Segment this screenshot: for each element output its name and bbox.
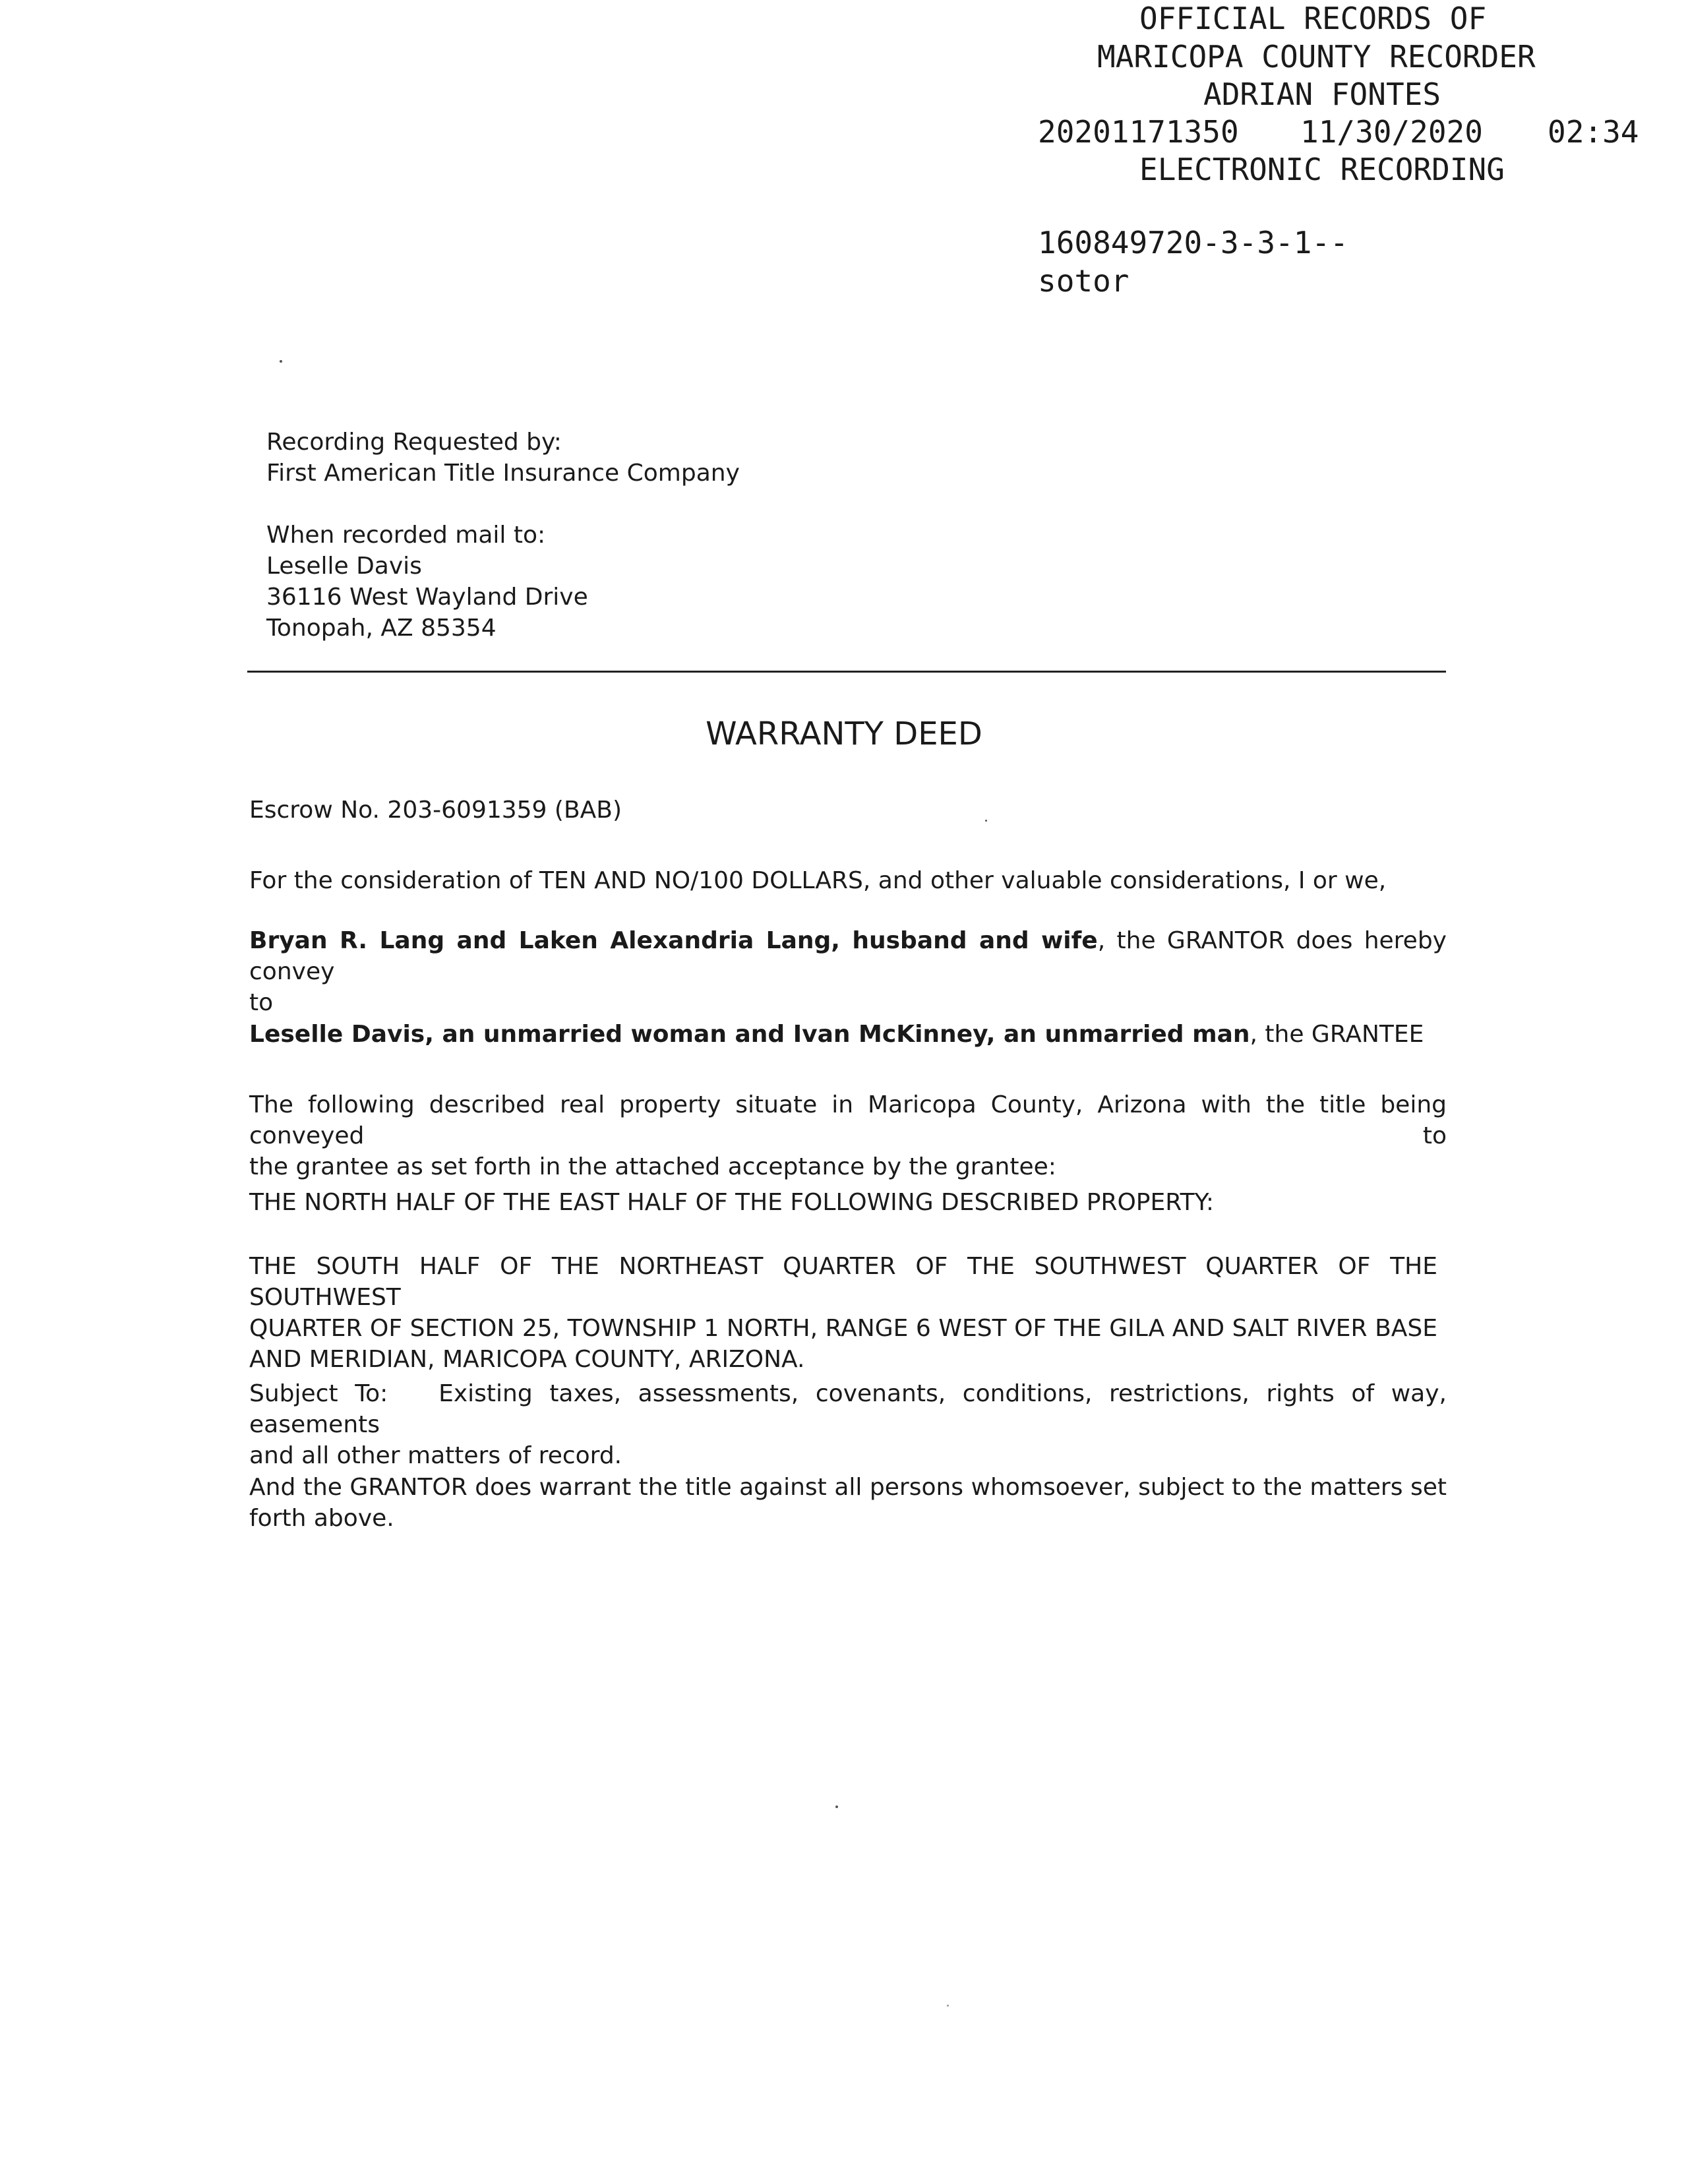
grantee-paragraph xyxy=(249,1019,1424,1050)
stamp-user-code: sotor xyxy=(1038,263,1130,299)
header-divider xyxy=(247,671,1446,673)
subject-to-line: Subject To: Existing taxes, assessments, covenants, conditions, restrictions, rights of way, easements xyxy=(249,1380,1455,1438)
stamp-recorder-name: ADRIAN FONTES xyxy=(1203,76,1441,112)
consideration-paragraph: For the consideration of TEN AND NO/100 DOLLARS, and other valuable considerations, I or we, xyxy=(249,867,1387,894)
property-intro-paragraph xyxy=(249,1089,1447,1182)
grantor-to: to xyxy=(249,989,274,1016)
mail-to-street: 36116 West Wayland Drive xyxy=(266,584,588,611)
property-intro-line: The following described real property situate in Maricopa County, Arizona with the title being conveyed to xyxy=(249,1091,1447,1149)
recording-requested-by: First American Title Insurance Company xyxy=(266,460,740,487)
legal-description-line: QUARTER OF SECTION 25, TOWNSHIP 1 NORTH, RANGE 6 WEST OF THE GILA AND SALT RIVER BASE xyxy=(249,1315,1437,1342)
mail-to-label: When recorded mail to: xyxy=(266,522,546,549)
grantor-paragraph xyxy=(249,925,1447,1018)
scan-speck xyxy=(280,360,282,363)
warranty-line: forth above. xyxy=(249,1505,394,1532)
legal-description-line: AND MERIDIAN, MARICOPA COUNTY, ARIZONA. xyxy=(249,1346,805,1373)
stamp-county: MARICOPA COUNTY RECORDER xyxy=(1097,39,1536,75)
grantee-text: , the GRANTEE xyxy=(1250,1021,1424,1048)
property-intro-line: the grantee as set forth in the attached acceptance by the grantee: xyxy=(249,1153,1056,1180)
stamp-title: OFFICIAL RECORDS OF xyxy=(1139,1,1487,36)
grantee-names: Leselle Davis, an unmarried woman and Ivan McKinney, an unmarried man xyxy=(249,1021,1250,1048)
mail-to-city: Tonopah, AZ 85354 xyxy=(266,615,497,642)
grantor-names: Bryan R. Lang and Laken Alexandria Lang, husband and wife xyxy=(249,927,1098,954)
stamp-recording-type: ELECTRONIC RECORDING xyxy=(1139,152,1505,187)
legal-description xyxy=(249,1251,1437,1375)
stamp-recording-date: 11/30/2020 xyxy=(1300,114,1483,150)
stamp-recording-time: 02:34 xyxy=(1548,114,1639,150)
grantor-conveyance-text: , the GRANTOR does hereby convey xyxy=(249,927,1447,985)
warranty-line: And the GRANTOR does warrant the title against all persons whomsoever, subject to the matters set xyxy=(249,1474,1447,1501)
legal-description-heading: THE NORTH HALF OF THE EAST HALF OF THE FOLLOWING DESCRIBED PROPERTY: xyxy=(249,1189,1214,1216)
legal-description-line: THE SOUTH HALF OF THE NORTHEAST QUARTER OF THE SOUTHWEST QUARTER OF THE SOUTHWEST xyxy=(249,1253,1437,1311)
scan-speck xyxy=(985,820,987,822)
recording-requested-label: Recording Requested by: xyxy=(266,429,562,456)
subject-to-paragraph xyxy=(249,1378,1455,1471)
stamp-recording-number: 20201171350 xyxy=(1038,114,1239,150)
subject-to-line: and all other matters of record. xyxy=(249,1442,622,1469)
escrow-number: Escrow No. 203-6091359 (BAB) xyxy=(249,797,622,824)
scan-speck xyxy=(947,2005,949,2007)
grantor-line xyxy=(249,925,1447,987)
warranty-paragraph xyxy=(249,1472,1447,1534)
document-title: WARRANTY DEED xyxy=(706,715,982,752)
stamp-document-id: 160849720-3-3-1-- xyxy=(1038,225,1348,260)
recorder-stamp xyxy=(0,0,1639,413)
scan-speck xyxy=(835,1805,838,1808)
mail-to-name: Leselle Davis xyxy=(266,553,422,580)
